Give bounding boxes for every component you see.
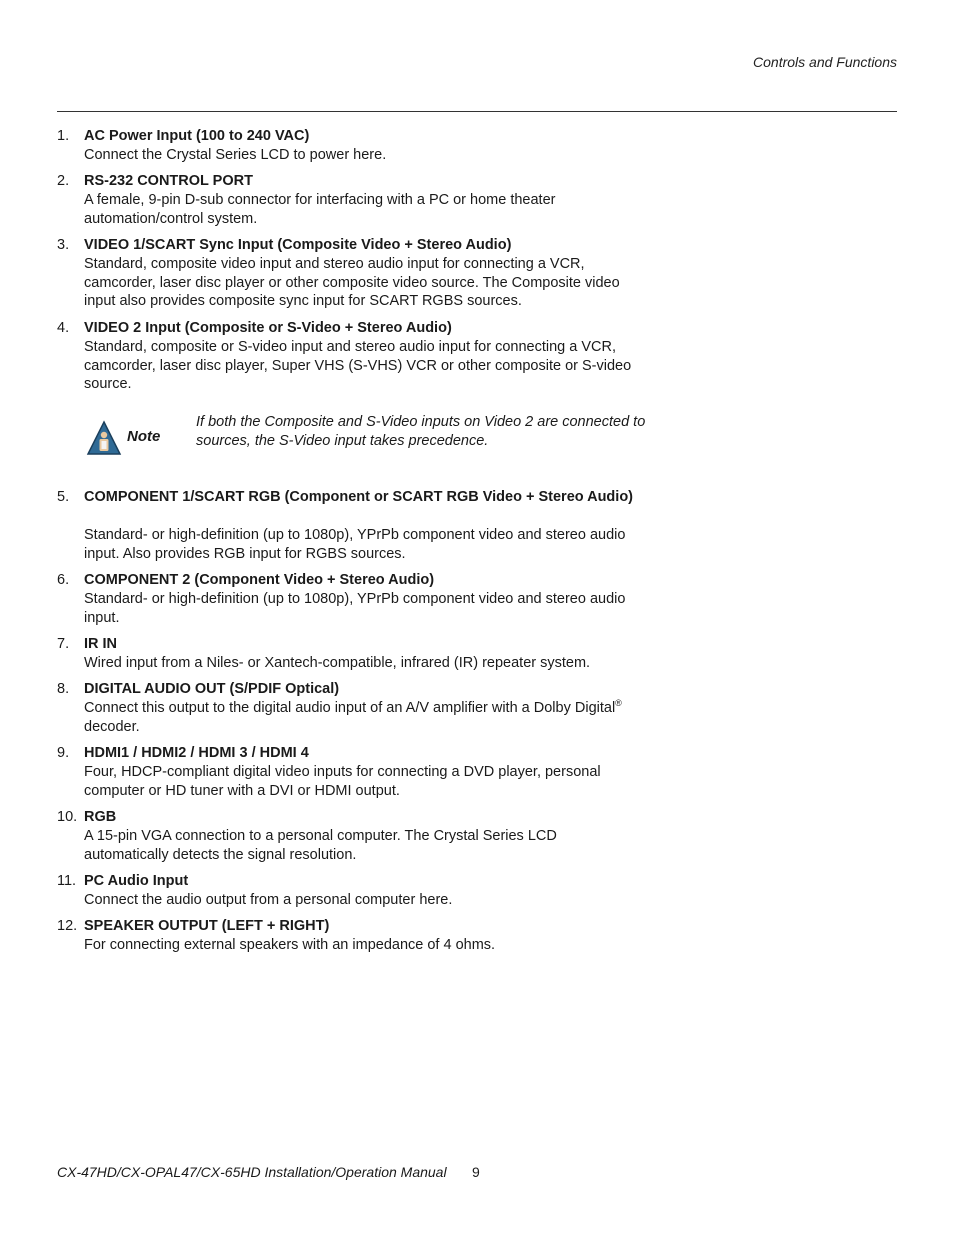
item-title: IR IN [84,636,118,652]
item-number: 11. [57,873,77,889]
item-number: 1. [57,128,70,144]
item-description: For connecting external speakers with an impedance of 4 ohms. [84,937,496,953]
item-number: 12. [57,918,78,934]
item-title: AC Power Input (100 to 240 VAC) [84,128,310,144]
item-description-tail: decoder. [84,718,140,735]
item-description: Standard, composite or S-video input and stereo audio input for connecting a VCR, camcorder, laser disc player, Super VHS (S-VHS) VCR or other composite or S-video source. [84,339,632,393]
item-description: Four, HDCP-compliant digital video inputs for connecting a DVD player, personal computer or HD tuner with a DVI or HDMI output. [84,764,601,799]
item-description: Connect the audio output from a personal computer here. [84,892,453,908]
item-title: RS-232 CONTROL PORT [84,173,253,189]
item-title: PC Audio Input [84,873,189,889]
item-description: Connect the Crystal Series LCD to power here. [84,147,387,163]
item-number: 8. [57,681,70,697]
item-number: 3. [57,237,70,253]
item-title: DIGITAL AUDIO OUT (S/PDIF Optical) [84,681,340,697]
page-header-title: Controls and Functions [753,54,897,70]
footer-manual-title: CX-47HD/CX-OPAL47/CX-65HD Installation/Operation Manual [57,1164,447,1180]
item-description: Standard, composite video input and stereo audio input for connecting a VCR, camcorder, laser disc player or other composite video source. The Composite video input also provides composite sync input for SCART RGBS sources. [84,256,620,310]
item-description: Standard- or high-definition (up to 1080p), YPrPb component video and stereo audio input. [84,591,626,626]
item-number: 6. [57,572,70,588]
item-number: 9. [57,745,70,761]
note-icon [86,420,122,456]
item-description: A female, 9-pin D-sub connector for interfacing with a PC or home theater automation/control system. [84,192,556,227]
item-title: VIDEO 2 Input (Composite or S-Video + Stereo Audio) [84,320,452,336]
item-title: SPEAKER OUTPUT (LEFT + RIGHT) [84,918,330,934]
item-description: Standard- or high-definition (up to 1080p), YPrPb component video and stereo audio input. Also provides RGB input for RGBS sources. [84,527,626,562]
item-description: Wired input from a Niles- or Xantech-compatible, infrared (IR) repeater system. [84,655,591,671]
item-number: 7. [57,636,70,652]
item-description [84,699,654,736]
item-number: 5. [57,489,70,505]
item-title: COMPONENT 2 (Component Video + Stereo Audio) [84,572,435,588]
registered-mark: ® [615,698,622,709]
item-description-text: Connect this output to the digital audio input of an A/V amplifier with a Dolby Digital [84,700,616,716]
item-number: 10. [57,809,78,825]
item-description: A 15-pin VGA connection to a personal computer. The Crystal Series LCD automatically detects the signal resolution. [84,828,557,863]
item-title: COMPONENT 1/SCART RGB (Component or SCART RGB Video + Stereo Audio) [84,489,634,505]
page-number: 9 [472,1164,480,1180]
item-title: RGB [84,809,117,825]
note-text: If both the Composite and S-Video inputs on Video 2 are connected to sources, the S-Video input takes precedence. [196,414,646,449]
note-label: Note [127,428,161,445]
item-number: 2. [57,173,70,189]
header-rule [57,111,897,112]
item-number: 4. [57,320,70,336]
item-title: HDMI1 / HDMI2 / HDMI 3 / HDMI 4 [84,745,309,761]
item-title: VIDEO 1/SCART Sync Input (Composite Video + Stereo Audio) [84,237,512,253]
